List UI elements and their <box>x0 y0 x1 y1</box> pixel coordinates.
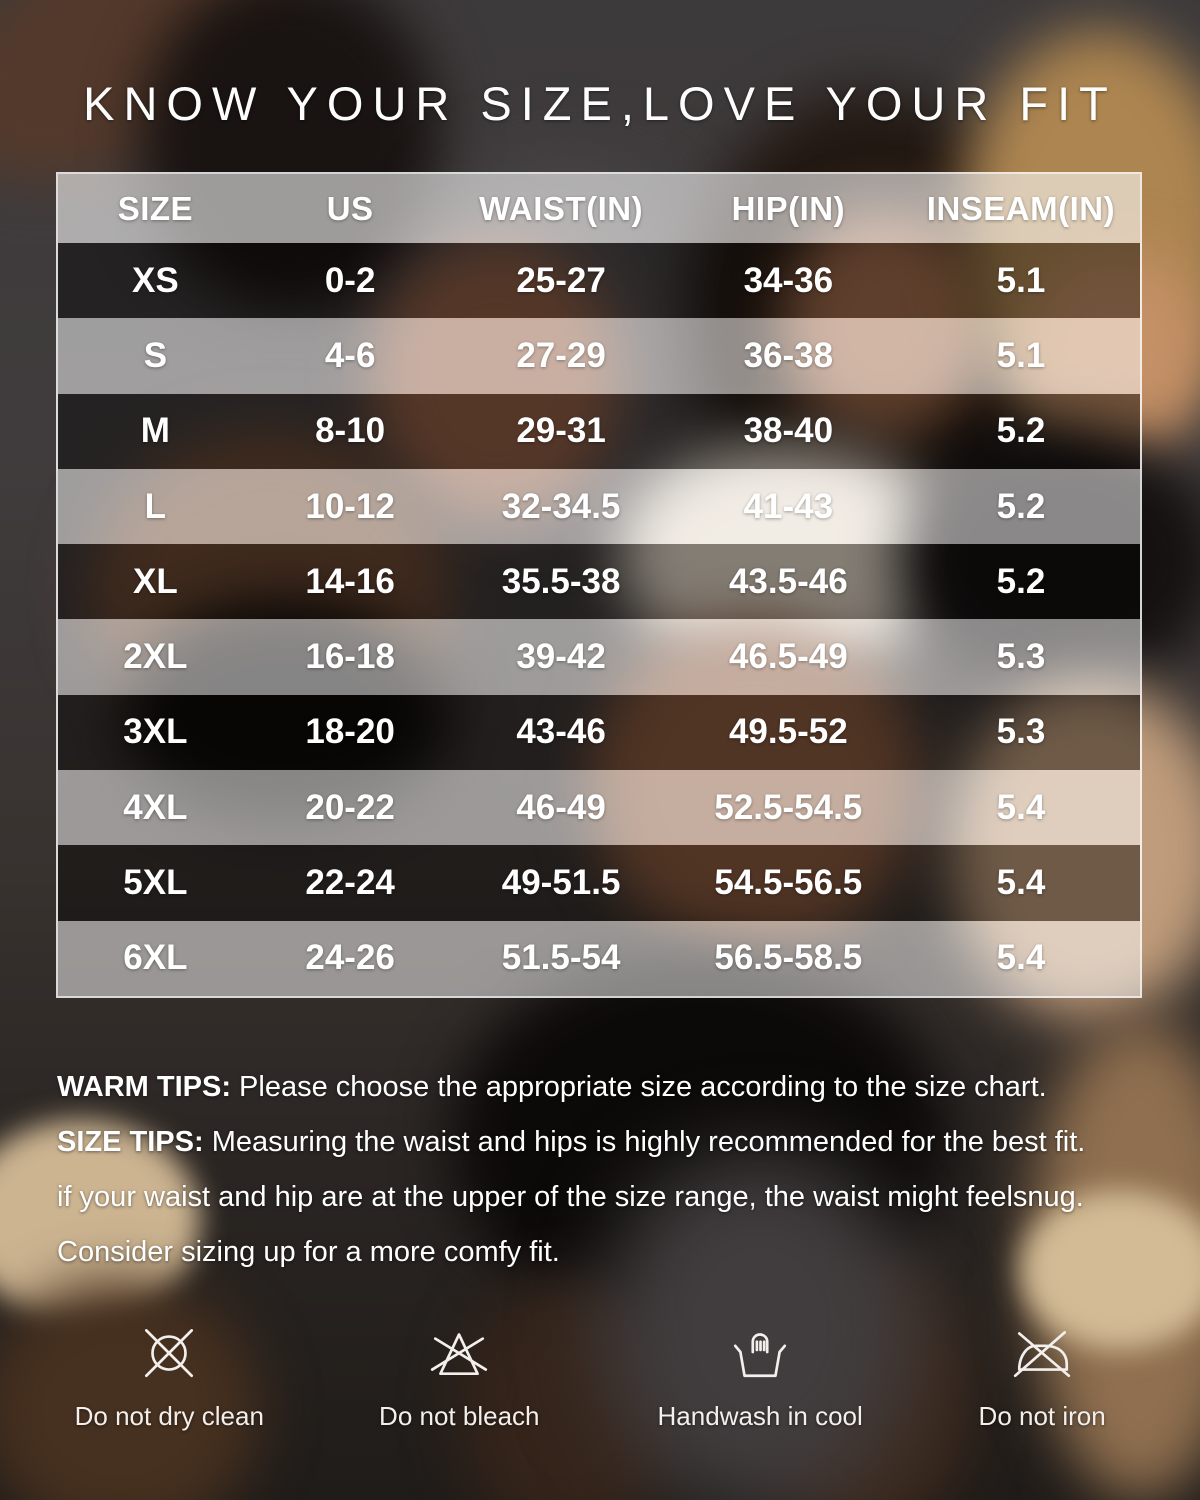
table-row <box>58 394 1140 469</box>
care-label: Do not dry clean <box>74 1401 264 1431</box>
table-row <box>58 469 1140 544</box>
hip-cell: 41-43 <box>743 486 834 526</box>
size-table-body <box>58 243 1140 996</box>
inseam-cell: 5.4 <box>996 787 1046 827</box>
do-not-bleach-icon <box>426 1318 492 1389</box>
us-cell: 14-16 <box>305 561 395 601</box>
care-item-handwash <box>608 1318 912 1432</box>
table-row <box>58 619 1140 694</box>
handwash-icon <box>727 1318 793 1389</box>
table-row <box>58 243 1140 318</box>
waist-cell: 25-27 <box>516 260 606 300</box>
hip-cell: 46.5-49 <box>728 637 848 677</box>
inseam-cell: 5.2 <box>996 486 1046 526</box>
column-header-inseam: INSEAM(IN) <box>926 189 1116 227</box>
column-header-hip: HIP(IN) <box>731 189 846 227</box>
care-label: Do not bleach <box>379 1401 540 1431</box>
size-table-header <box>58 174 1140 243</box>
table-row <box>58 921 1140 996</box>
hip-cell: 56.5-58.5 <box>714 938 863 978</box>
warm-tips-text: Please choose the appropriate size according to the size chart. <box>231 1071 1047 1103</box>
hip-cell: 34-36 <box>743 260 834 300</box>
waist-cell: 46-49 <box>516 787 606 827</box>
us-cell: 20-22 <box>305 787 395 827</box>
do-not-dry-clean-icon <box>136 1318 202 1389</box>
us-cell: 24-26 <box>305 938 395 978</box>
waist-cell: 29-31 <box>516 411 606 451</box>
hip-cell: 43.5-46 <box>728 561 848 601</box>
inseam-cell: 5.4 <box>996 938 1046 978</box>
tips-line-3: if your waist and hip are at the upper of the size range, the waist might feelsnug. <box>57 1181 1084 1213</box>
care-item-bleach <box>311 1318 608 1432</box>
care-item-iron <box>912 1318 1172 1432</box>
waist-cell: 49-51.5 <box>501 863 621 903</box>
table-row <box>58 695 1140 770</box>
waist-cell: 32-34.5 <box>501 486 621 526</box>
warm-tips-label: WARM TIPS: <box>57 1071 231 1103</box>
size-cell: 5XL <box>123 863 188 903</box>
table-row <box>58 770 1140 845</box>
table-row <box>58 544 1140 619</box>
size-cell: 3XL <box>123 712 188 752</box>
size-cell: 4XL <box>123 787 188 827</box>
us-cell: 8-10 <box>315 411 386 451</box>
column-header-size: SIZE <box>117 189 194 227</box>
size-cell: L <box>144 486 167 526</box>
size-cell: XL <box>133 561 178 601</box>
inseam-cell: 5.1 <box>996 260 1046 300</box>
hip-cell: 54.5-56.5 <box>714 863 863 903</box>
size-table <box>56 172 1142 998</box>
do-not-iron-icon <box>1009 1318 1075 1389</box>
us-cell: 4-6 <box>324 335 376 375</box>
waist-cell: 51.5-54 <box>501 938 621 978</box>
care-instructions <box>28 1318 1172 1432</box>
waist-cell: 43-46 <box>516 712 606 752</box>
tips-line-4: Consider sizing up for a more comfy fit. <box>57 1236 560 1268</box>
waist-cell: 27-29 <box>516 335 606 375</box>
table-row <box>58 318 1140 393</box>
size-tips-text: Measuring the waist and hips is highly recommended for the best fit. <box>203 1126 1086 1158</box>
inseam-cell: 5.2 <box>996 561 1046 601</box>
inseam-cell: 5.2 <box>996 411 1046 451</box>
inseam-cell: 5.1 <box>996 335 1046 375</box>
hip-cell: 52.5-54.5 <box>714 787 863 827</box>
tips-block <box>57 1060 1153 1280</box>
care-item-dry-clean <box>28 1318 311 1432</box>
column-header-waist: WAIST(IN) <box>479 189 644 227</box>
page-title: KNOW YOUR SIZE,LOVE YOUR FIT <box>83 77 1117 130</box>
size-cell: M <box>140 411 170 451</box>
size-tips-line <box>57 1115 1153 1170</box>
size-tips-label: SIZE TIPS: <box>57 1126 204 1158</box>
column-header-us: US <box>326 189 374 227</box>
waist-cell: 35.5-38 <box>501 561 621 601</box>
us-cell: 22-24 <box>305 863 395 903</box>
hip-cell: 49.5-52 <box>728 712 848 752</box>
us-cell: 0-2 <box>324 260 376 300</box>
size-cell: 2XL <box>123 637 188 677</box>
waist-cell: 39-42 <box>516 637 606 677</box>
care-label: Do not iron <box>978 1401 1106 1431</box>
us-cell: 18-20 <box>305 712 395 752</box>
us-cell: 10-12 <box>305 486 395 526</box>
size-cell: XS <box>132 260 179 300</box>
hip-cell: 36-38 <box>743 335 834 375</box>
inseam-cell: 5.3 <box>996 712 1046 752</box>
inseam-cell: 5.3 <box>996 637 1046 677</box>
care-label: Handwash in cool <box>657 1401 863 1431</box>
inseam-cell: 5.4 <box>996 863 1046 903</box>
table-row <box>58 845 1140 920</box>
size-cell: S <box>143 335 168 375</box>
hip-cell: 38-40 <box>743 411 834 451</box>
warm-tips-line <box>57 1060 1153 1115</box>
size-cell: 6XL <box>123 938 188 978</box>
us-cell: 16-18 <box>305 637 395 677</box>
